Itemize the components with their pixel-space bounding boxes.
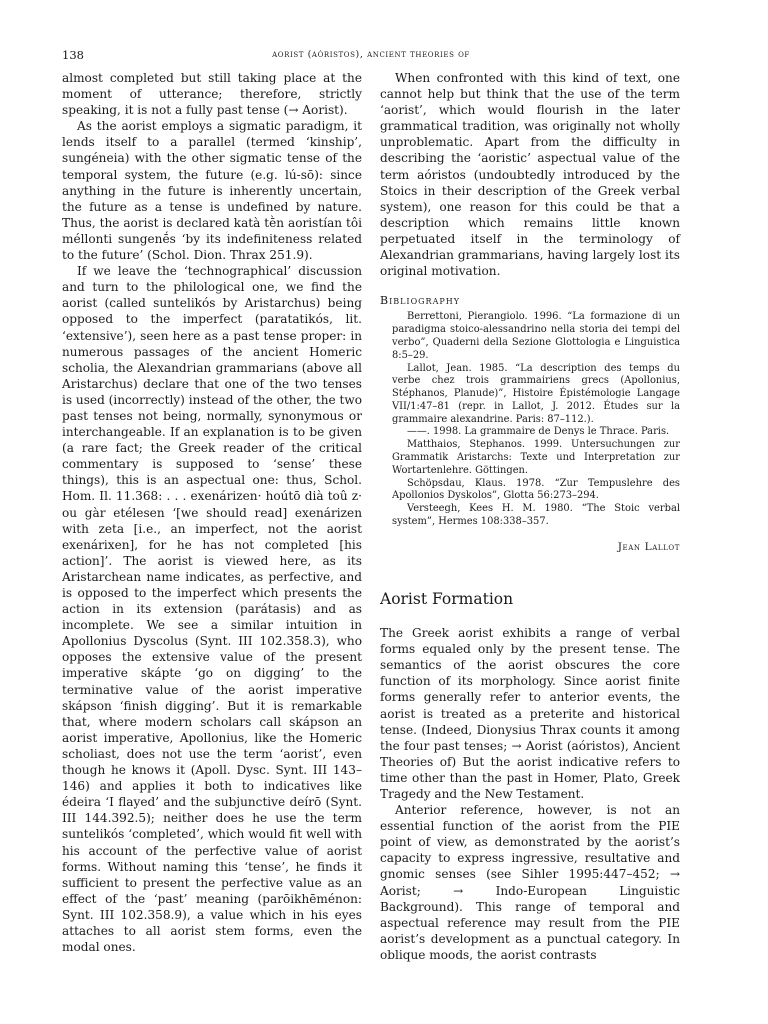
- paragraph: When confronted with this kind of text, one cannot help but think that the use of the term ‘aorist’, which would flourish in the later grammatical tradition, was originally not wholly unproblematic. Apart from the difficulty in describing the ‘aoristic’ aspectual value of the term aóristos (undoubtedly introduced by the Stoics in their description of the Greek verbal system), one reason for this could be that a description which remains little known perpetuated itself in the terminology of Alexandrian grammarians, having largely lost its original motivation.: [380, 71, 680, 279]
- bibliography-entry: Lallot, Jean. 1985. “La description des temps du verbe chez trois grammairiens grecs (Apollonius, Stéphanos, Planude)”, Histoire Épistémologie Langage VII/1:47–81 (repr. in Lallot, J. 2012. Études sur la grammaire alexandrine. Paris: 87–112.).: [392, 362, 680, 425]
- bibliography-entry: Matthaios, Stephanos. 1999. Untersuchungen zur Grammatik Aristarchs: Texte und Interpretation zur Wortartenlehre. Göttingen.: [392, 439, 680, 476]
- page-number: 138: [62, 48, 84, 62]
- section-title: Aorist Formation: [380, 589, 514, 608]
- page-header: [62, 48, 680, 64]
- paragraph: The Greek aorist exhibits a range of verbal forms equaled only by the present tense. The semantics of the aorist obscures the core function of its morphology. Since aorist finite forms generally refer to anterior events, the aorist is treated as a preterite and historical tense. (Indeed, Dionysius Thrax counts it among the four past tenses; → Aorist (aóristos), Ancient Theories of) But the aorist indicative refers to time other than the past in Homer, Plato, Greek Tragedy and the New Testament.: [380, 626, 680, 801]
- left-column: [62, 70, 362, 955]
- bibliography-entry: Schöpsdau, Klaus. 1978. “Zur Tempuslehre des Apollonios Dyskolos”, Glotta 56:273–294.: [392, 477, 680, 502]
- bibliography-heading: Bibliography: [380, 294, 460, 308]
- paragraph: If we leave the ‘technographical’ discussion and turn to the philological one, we find the aorist (called suntelikós by Aristarchus) being opposed to the imperfect (paratatikós, lit. ‘extensive’), seen here as a past tense proper: in numerous passages of the ancient Homeric scholia, the Alexandrian grammarians (above all Aristarchus) declare that one of the two tenses is used (incorrectly) instead of the other, the two past tenses not being, normally, synonymous or interchangeable. If an explanation is to be given (a rare fact; the Greek reader of the critical commentary is supposed to ‘sense’ these things), this is an aspectual one: thus, Schol. Hom. Il. 11.368: . . . exenárizen· hoútō dià toû z· ou gàr etélesen ‘[we should read] exenárizen with zeta [i.e., an imperfect, not the aorist exenárixen], for he has not completed [his action]’. The aorist is viewed here, as its Aristarchean name indicates, as perfective, and is opposed to the imperfect which presents the action in its extension (parátasis) and as incomplete. We see a similar intuition in Apollonius Dyscolus (Synt. III 102.358.3), who opposes the extensive value of the present imperative skápte ‘go on digging’ to the terminative value of the aorist imperative skápson ‘finish digging’. But it is remarkable that, where modern scholars call skápson an aorist imperative, Apollonius, like the Homeric scholiast, does not use the term ‘aorist’, even though he knows it (Apoll. Dysc. Synt. III 143–146) and applies it both to indicatives like édeira ‘I flayed’ and the subjunctive deírō (Synt. III 144.392.5); neither does he use the term suntelikós ‘completed’, which would fit well with his account of the perfective value of aorist forms. Without naming this ‘tense’, he finds it sufficient to present the perfective value as an effect of the ‘past’ meaning (parōikhēménon: Synt. III 102.358.9), a value which in his eyes attaches to all aorist stem forms, even the modal ones.: [62, 264, 362, 955]
- bibliography-entry: Berrettoni, Pierangiolo. 1996. “La formazione di un paradigma stoico-alessandrino nella storia dei tempi del verbo”, Quaderni della Sezione Glottologia e Linguistica 8:5–29.: [392, 311, 680, 361]
- running-head: aorist (aóristos), ancient theories of: [272, 49, 470, 60]
- bibliography: [380, 311, 680, 529]
- bibliography-entry: ——. 1998. La grammaire de Denys le Thrace. Paris.: [407, 426, 670, 438]
- paragraph: Anterior reference, however, is not an essential function of the aorist from the PIE point of view, as demonstrated by the aorist’s capacity to express ingressive, resultative and gnomic senses (see Sihler 1995:447–452; → Aorist; → Indo-European Linguistic Background). This range of temporal and aspectual reference may result from the PIE aorist’s development as a punctual category. In oblique moods, the aorist contrasts: [380, 803, 680, 962]
- bibliography-entry: Versteegh, Kees H. M. 1980. “The Stoic verbal system”, Hermes 108:338–357.: [392, 503, 680, 528]
- article-author: Jean Lallot: [617, 540, 680, 553]
- paragraph: As the aorist employs a sigmatic paradigm, it lends itself to a parallel (termed ‘kinship’, sungéneia) with the other sigmatic tense of the temporal system, the future (e.g. lú-sō): since anything in the future is inherently uncertain, the future as a tense is undefined by nature. Thus, the aorist is declared katà tḕn aoristían tôi méllonti sungenḗs ‘by its indefiniteness related to the future’ (Schol. Dion. Thrax 251.9).: [62, 119, 362, 263]
- right-column: [380, 70, 680, 963]
- paragraph: almost completed but still taking place at the moment of utterance; therefore, strictly speaking, it is not a fully past tense (→ Aorist).: [62, 71, 362, 118]
